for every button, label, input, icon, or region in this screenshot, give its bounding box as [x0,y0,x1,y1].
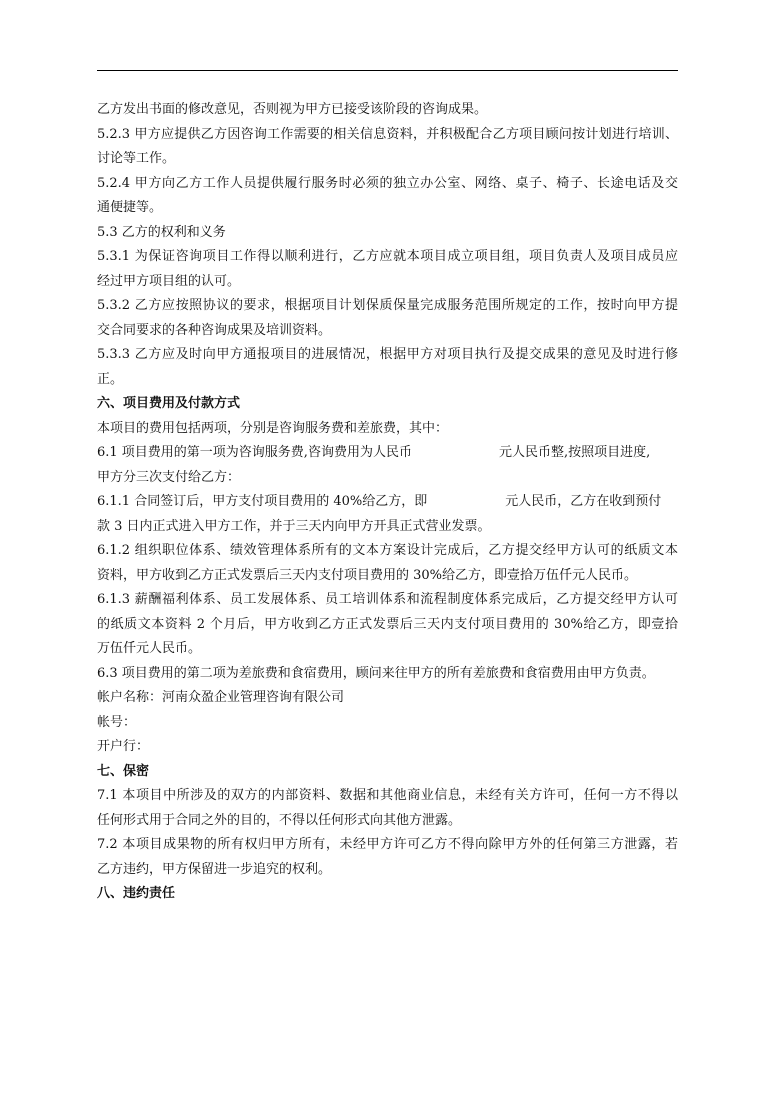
text-line: 交合同要求的各种咨询成果及培训资料。 [97,322,332,338]
clause-6-1-3: 6.1.3 薪酬福利体系、员工发展体系、员工培训体系和流程制度体系完成后，乙方提交经甲方认可 [97,592,678,607]
text-line: 甲方分三次支付给乙方： [97,469,241,485]
clause-6-1 [97,441,687,466]
clause-7-2: 7.2 本项目成果物的所有权归甲方所有，未经甲方许可乙方不得向除甲方外的任何第三方泄露，若 [97,837,678,852]
section-5-3-heading: 5.3 乙方的权利和义务 [97,224,226,240]
text-line: 乙方违约，甲方保留进一步追究的权利。 [97,861,332,877]
text-line: 讨论等工作。 [97,151,176,166]
clause-5-3-3: 5.3.3 乙方应及时向甲方通报项目的进展情况，根据甲方对项目执行及提交成果的意见及时进行修 [97,347,678,362]
text-line: 款 3 日内正式进入甲方工作，并于三天内向甲方开具正式营业发票。 [97,518,491,534]
clause-6-1-1 [97,490,687,515]
section-8-heading: 八、违约责任 [97,886,176,901]
clause-5-2-3: 5.2.3 甲方应提供乙方因咨询工作需要的相关信息资料，并积极配合乙方项目顾问按计划进行培训、 [97,126,678,142]
text-line: 万伍仟元人民币。 [97,641,202,656]
text-line: 资料，甲方收到乙方正式发票后三天内支付项目费用的 30%给乙方，即壹拾万伍仟元人民币。 [97,567,638,583]
section-7-heading: 七、保密 [97,763,150,779]
document-body [97,98,687,907]
text-line: 通便捷等。 [97,200,163,215]
clause-6-1-1-end: 元人民币，乙方在收到预付 [505,494,662,509]
account-number: 帐号： [97,714,137,730]
clause-5-2-4: 5.2.4 甲方向乙方工作人员提供履行服务时必须的独立办公室、网络、桌子、椅子、长途电话及交 [97,175,678,191]
clause-6-1-1-start: 6.1.1 合同签订后，甲方支付项目费用的 40%给乙方，即 [97,494,428,509]
section-6-heading: 六、项目费用及付款方式 [97,396,241,411]
account-name: 帐户名称：河南众盈企业管理咨询有限公司 [97,690,345,705]
header-rule [97,70,678,71]
text-line: 的纸质文本资料 2 个月后，甲方收到乙方正式发票后三天内支付项目费用的 30%给乙方，即壹拾 [97,616,678,632]
clause-5-3-2: 5.3.2 乙方应按照协议的要求，根据项目计划保质保量完成服务范围所规定的工作，按时向甲方提 [97,298,678,313]
clause-6-1-2: 6.1.2 组织职位体系、绩效管理体系所有的文本方案设计完成后，乙方提交经甲方认可的纸质文本 [97,543,678,558]
clause-6-1-start: 6.1 项目费用的第一项为咨询服务费,咨询费用为人民币 [97,445,412,460]
clause-6-3: 6.3 项目费用的第二项为差旅费和食宿费用，顾问来往甲方的所有差旅费和食宿费用由甲方负责。 [97,665,655,681]
text-line: 正。 [97,371,124,387]
text-line: 本项目的费用包括两项，分别是咨询服务费和差旅费，其中： [97,420,449,436]
text-line: 乙方发出书面的修改意见，否则视为甲方已接受该阶段的咨询成果。 [97,102,488,117]
account-bank: 开户行： [97,739,150,754]
text-line: 任何形式用于合同之外的目的，不得以任何形式向其他方泄露。 [97,812,462,828]
clause-6-1-end: 元人民币整,按照项目进度, [498,445,651,460]
clause-7-1: 7.1 本项目中所涉及的双方的内部资料、数据和其他商业信息，未经有关方许可，任何一方不得以 [97,788,678,803]
text-line: 经过甲方项目组的认可。 [97,273,241,289]
clause-5-3-1: 5.3.1 为保证咨询项目工作得以顺利进行，乙方应就本项目成立项目组，项目负责人及项目成员应 [97,249,678,264]
